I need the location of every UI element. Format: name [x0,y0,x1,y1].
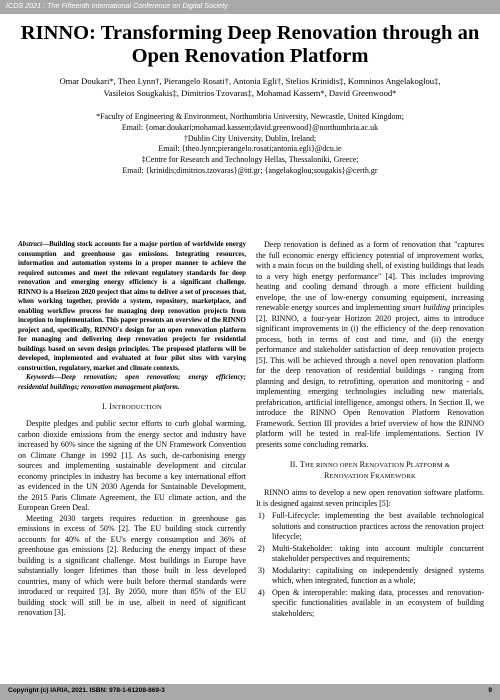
list-item: 4) Open & interoperable: making data, processes and renovation-specific functionalities available in an ecosystem of building stakeholders; [258,587,484,618]
conference-name: ICDS 2021 : The Fifteenth International Conference on Digital Society [6,1,228,10]
author-line-1: Omar Doukari*, Theo Lynn†, Pierangelo Rosati†, Antonia Egli†, Stelios Krinidis‡, Komninos Angelakoglou‡, [59,76,441,86]
abstract-text: —Building stock accounts for a major portion of worldwide energy consumption and greenhouse gas emissions. Integrating resources, information and automation systems in a proper manner to achieve the required outcomes and meet the relevant regulatory standards for deep renovation and emerging energy efficiency is a significant challenge. RINNO is a Horizon 2020 project that aims to deliver a set of processes that, when working together, provide a system, repository, marketplace, and enabling workflow process for managing deep renovation projects from inception to implementation. This paper presents an overview of the RINNO project and, specifically, RINNO's design for an open renovation platform for managing and delivering deep renovation projects for residential buildings based on seven design principles. The proposed platform will be developed, implemented and evaluated at four pilot sites with varying construction, regulatory, market and climate contexts. [18,240,246,372]
section-heading-introduction: I. INTRODUCTION [102,402,162,411]
keywords [18,373,246,392]
list-item: 3) Modularity: capitalising on independently designed systems which, when integrated, function as a whole; [258,565,484,585]
principles-list [256,511,484,619]
copyright-notice: Copyright (c) IARIA, 2021. ISBN: 978-1-61208-869-3 [8,687,165,694]
page-footer [0,684,500,700]
affiliation-line: ‡Centre for Research and Technology Hellas, Thessaloniki, Greece; [141,155,359,165]
affiliation-line: Email: {omar.doukari;mohamad.kassem;david.greenwood}@northumbria.ac.uk [121,122,379,132]
affiliations [20,112,480,177]
conference-header-bar [0,0,500,14]
intro-paragraph-2: Meeting 2030 targets requires reduction in greenhouse gas emissions in excess of 50% [2]. The EU building stock currently accounts for 40% of the EU's energy consumption and 36% of greenhouse gas emissions [2]. Reducing the energy impact of these building is a significant challenge. Most buildings in Europe have substantially longer lifetimes than those built in less developed countries, many of which were built before thermal standards were introduced or required [3]. By 2050, more than 85% of the EU building stock will still be in use, albeit in need of significant renovation [3]. [18,513,246,617]
keywords-label: Keywords [26,373,54,381]
paper-title: RINNO: Transforming Deep Renovation through an Open Renovation Platform [20,22,480,67]
right-column [256,240,484,620]
affiliation-line: †Dublin City University, Dublin, Ireland; [183,133,317,143]
abstract [18,240,246,373]
list-item: 1) Full-Lifecycle: implementing the best available technological solutions and construction practices across the renovation project lifecycle; [258,511,484,541]
affiliation-line: Email: {krinidis;dimitrios.tzovaras}@iti.gr; {angelakoglou;sougakis}@certh.gr [122,165,378,175]
platform-intro: RINNO aims to develop a new open renovation software platform. It is designed against seven principles [5]: [256,488,484,508]
intro-paragraph-3: Deep renovation is defined as a form of renovation that "captures the full economic energy efficiency potential of improvement works, with a main focus on the building shell, of existing buildings that leads to a very high energy performance" [4]. This includes improving heating and cooling demand through a more efficient building envelope, the use of low-energy consuming equipment, increasing renewable energy sources and implementing smart building principles [2]. RINNO, a four-year Horizon 2020 project, aims to introduce significant improvements in (i) the efficiency of the deep renovation process, both in terms of cost and time, and (ii) the energy performance and stakeholder satisfaction of deep renovation projects [5]. This will be achieved through a novel open renovation platform for the deep renovation of residential buildings - ranging from planning and design, to retrofitting, operation and monitoring - and implementing emerging technologies including new materials, prefabrication, artificial intelligence, amongst others. In Section II, we introduce the RINNO Open Renovation Platform Renovation Framework. Section III provides a brief overview of how the RINNO platform will be tested in real-life implementations. Section IV presents some concluding remarks. [256,240,485,449]
list-item: 2) Multi-Stakeholder: taking into account multiple concurrent stakeholder perspectives and requirements; [258,543,484,563]
left-column [18,240,246,619]
affiliation-line: *Faculty of Engineering & Environment, Northumbria University, Newcastle, United Kingdom; [96,112,404,121]
section-heading-platform: II. THE RINNO OPEN RENOVATION PLATFORM & RENOVATION FRAMEWORK [289,460,451,480]
author-list [20,75,480,99]
abstract-label: Abstract [18,240,43,248]
affiliation-line: Email: {theo.lynn;pierangelo.rosati;antonia.egli}@dcu.ie [158,144,342,154]
page-number: 9 [488,687,492,694]
intro-paragraph-1: Despite pledges and public sector efforts to curb global warming, carbon dioxide emissions from the energy sector and industry have increased by 60% since the signing of the UN Framework Convention on Climate Change in 1992 [1]. As such, de-carbonising energy sources and implementing sustainable development and circular economy principles in industry has become a key international effort as evidenced in the UN 2030 Agenda for Sustainable Development, the 2015 Paris Climate Agreement, the EU climate action, and the European Green Deal. [18,419,246,512]
keywords-text: —Deep renovation; open renovation; energy efficiency; residential buildings; renovation management platform. [18,373,246,391]
author-line-2: Vasileios Sougkakis‡, Dimitrios Tzovaras‡, Mohamad Kassem*, David Greenwood* [103,88,397,98]
